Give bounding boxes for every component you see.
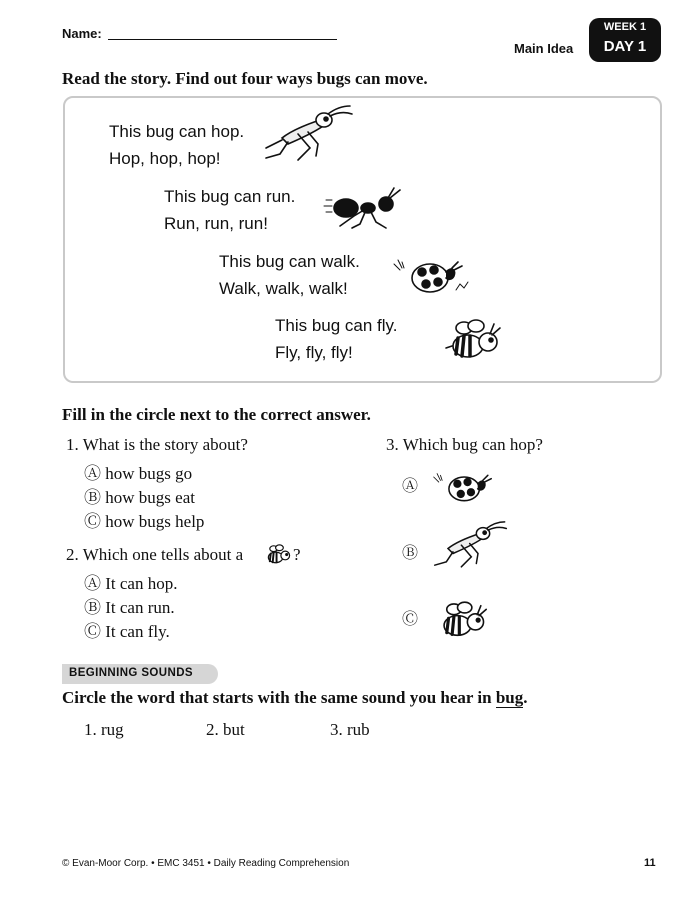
day-label: DAY 1 [603,38,647,55]
story-line: Walk, walk, walk! [219,279,348,298]
question-2: 2. Which one tells about a [66,545,244,564]
story-line: This bug can run. [164,187,296,206]
bee-icon [264,543,292,567]
bee-icon [436,600,488,642]
q3-option-a[interactable]: Ⓐ [402,476,419,495]
story-run [164,183,295,237]
circle-instruction-text: Circle the word that starts with the same sound you hear in [62,688,496,707]
beginning-sounds-label: BEGINNING SOUNDS [69,667,193,679]
ladybug-icon [392,256,470,298]
word-choice-2[interactable]: 2. but [206,720,245,739]
story-line: This bug can hop. [109,122,245,141]
circle-instruction [62,688,528,708]
story-line: Hop, hop, hop! [109,149,221,168]
story-line: This bug can fly. [275,316,398,335]
story-hop [109,118,244,172]
read-instruction: Read the story. Find out four ways bugs can move. [62,69,428,88]
q3-option-b[interactable]: Ⓑ [402,543,419,562]
page-number: 11 [644,857,656,869]
subject-label: Main Idea [514,41,574,56]
word-choice-3[interactable]: 3. rub [330,720,370,739]
q3-option-c[interactable]: Ⓒ [402,609,419,628]
story-line: This bug can walk. [219,252,360,271]
name-line[interactable] [108,39,337,40]
q2-option-b[interactable]: Ⓑ It can run. [84,598,175,617]
footer-copyright: © Evan-Moor Corp. • EMC 3451 • Daily Reading Comprehension [62,858,350,869]
story-line: Run, run, run! [164,214,268,233]
story-line: Fly, fly, fly! [275,343,353,362]
story-fly [275,312,398,366]
question-2-mark: ? [293,545,301,564]
q2-option-c[interactable]: Ⓒ It can fly. [84,622,170,641]
word-choice-1[interactable]: 1. rug [84,720,124,739]
ladybug-icon [432,470,498,506]
bee-icon [444,318,502,364]
ant-icon [324,186,404,232]
q2-option-a[interactable]: Ⓐ It can hop. [84,574,178,593]
q1-option-c[interactable]: Ⓒ how bugs help [84,512,205,531]
q1-option-b[interactable]: Ⓑ how bugs eat [84,488,195,507]
grasshopper-icon [258,104,354,166]
question-1: 1. What is the story about? [66,435,248,454]
name-label: Name: [62,26,102,41]
circle-instruction-end: . [523,688,528,707]
target-word: bug [495,688,524,707]
story-walk [219,248,360,302]
week-label: WEEK 1 [603,21,647,33]
grasshopper-icon [428,516,508,576]
question-3: 3. Which bug can hop? [386,435,543,454]
fill-instruction: Fill in the circle next to the correct answer. [62,405,371,424]
q1-option-a[interactable]: Ⓐ how bugs go [84,464,193,483]
